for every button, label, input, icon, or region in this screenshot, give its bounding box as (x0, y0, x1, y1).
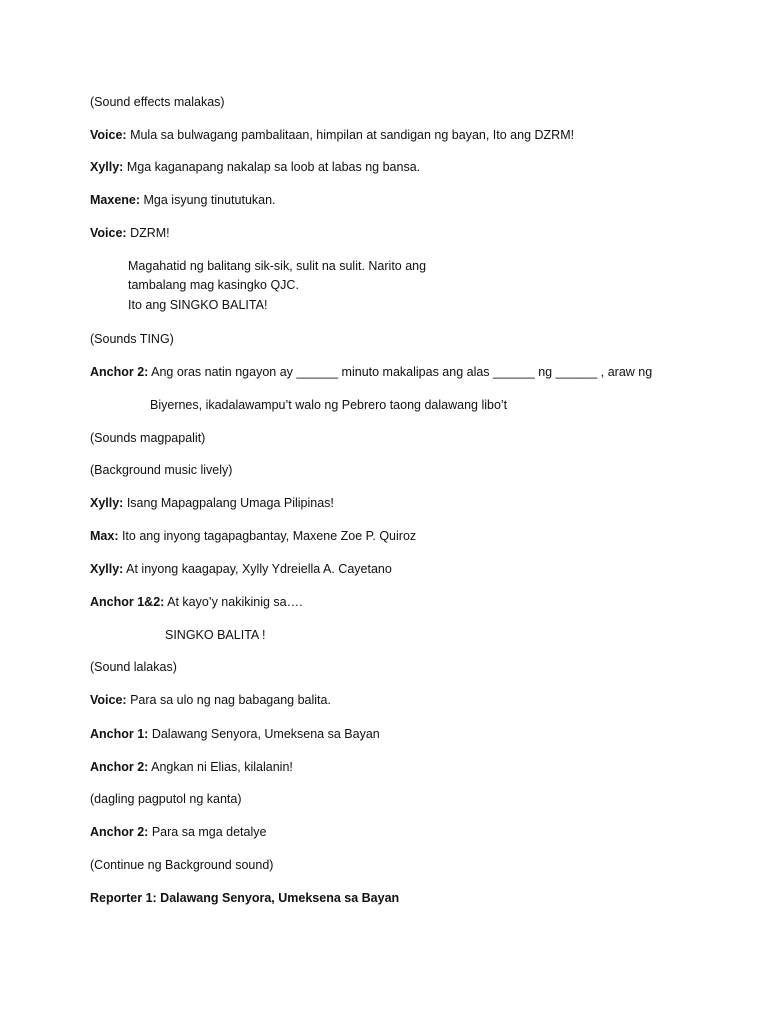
dialogue-text: At kayo’y nakikinig sa…. (164, 595, 303, 609)
speaker-label: Xylly: (90, 562, 124, 576)
script-line (90, 561, 392, 577)
script-line (90, 726, 380, 742)
speaker-label: Xylly: (90, 496, 124, 510)
script-line (90, 528, 416, 544)
speaker-label: Anchor 2: (90, 365, 149, 379)
sound-cue: (Sounds magpapalit) (90, 431, 206, 445)
speaker-label: Voice: (90, 693, 127, 707)
dialogue-text: Ang oras natin ngayon ay ______ minuto makalipas ang alas ______ ng ______ , araw ng (148, 365, 653, 379)
script-line (90, 159, 420, 175)
speaker-label: Anchor 2: (90, 825, 149, 839)
script-line (90, 225, 170, 241)
dialogue-text: Mga kaganapang nakalap sa loob at labas ng bansa. (123, 160, 421, 174)
speaker-label: Voice: (90, 226, 127, 240)
sound-cue: (Sound effects malakas) (90, 95, 225, 109)
sound-cue: (dagling pagputol ng kanta) (90, 792, 242, 806)
dialogue-text: Isang Mapagpalang Umaga Pilipinas! (123, 496, 334, 510)
dialogue-continuation: SINGKO BALITA ! (165, 628, 266, 642)
dialogue-text: Mga isyung tinututukan. (140, 193, 276, 207)
speaker-label: Voice: (90, 128, 127, 142)
speaker-label: Xylly: (90, 160, 124, 174)
speaker-label: Anchor 2: (90, 760, 149, 774)
sound-cue: (Sound lalakas) (90, 660, 177, 674)
sound-cue: (Continue ng Background sound) (90, 858, 274, 872)
dialogue-text: Dalawang Senyora, Umeksena sa Bayan (156, 891, 400, 905)
sound-cue: (Background music lively) (90, 463, 233, 477)
dialogue-text: DZRM! (126, 226, 170, 240)
speaker-label: Maxene: (90, 193, 141, 207)
script-line (90, 692, 331, 708)
script-line (90, 759, 293, 775)
dialogue-text: Mula sa bulwagang pambalitaan, himpilan at sandigan ng bayan, Ito ang DZRM! (126, 128, 575, 142)
sound-cue: (Sounds TING) (90, 332, 174, 346)
dialogue-text: Angkan ni Elias, kilalanin! (148, 760, 293, 774)
verse-line: Ito ang SINGKO BALITA! (128, 298, 268, 312)
dialogue-text: Dalawang Senyora, Umeksena sa Bayan (148, 727, 380, 741)
speaker-label: Max: (90, 529, 119, 543)
script-line (90, 364, 652, 380)
speaker-label: Anchor 1&2: (90, 595, 165, 609)
script-line (90, 495, 334, 511)
script-line (90, 890, 399, 906)
verse-line: tambalang mag kasingko QJC. (128, 278, 299, 292)
dialogue-text: Para sa mga detalye (148, 825, 267, 839)
dialogue-text: Para sa ulo ng nag babagang balita. (126, 693, 331, 707)
dialogue-continuation: Biyernes, ikadalawampu’t walo ng Pebrero taong dalawang libo’t (150, 398, 508, 412)
script-line (90, 594, 303, 610)
script-line (90, 127, 574, 143)
speaker-label: Anchor 1: (90, 727, 149, 741)
dialogue-text: At inyong kaagapay, Xylly Ydreiella A. Cayetano (123, 562, 392, 576)
speaker-label: Reporter 1: (90, 891, 157, 905)
dialogue-text: Ito ang inyong tagapagbantay, Maxene Zoe P. Quiroz (118, 529, 417, 543)
script-line (90, 824, 266, 840)
verse-line: Magahatid ng balitang sik-sik, sulit na sulit. Narito ang (128, 259, 427, 273)
script-line (90, 192, 276, 208)
